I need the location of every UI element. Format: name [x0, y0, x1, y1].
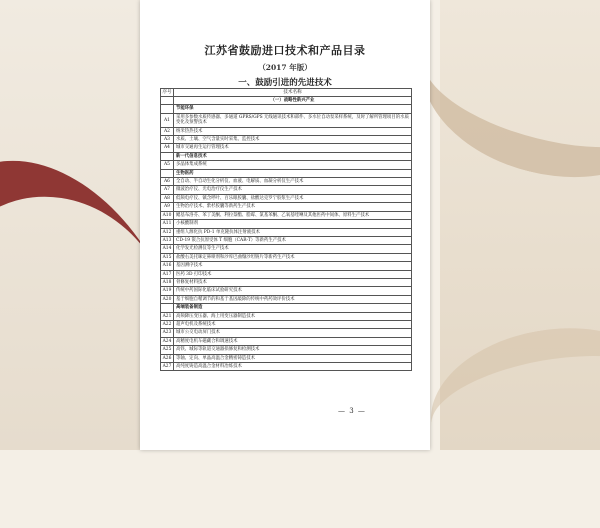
row-technology-name: 盐酸右美托咪定鼻喷剂和沙库巴曲缬沙坦钠片等新药生产技术 — [174, 253, 412, 261]
table-row — [161, 262, 412, 270]
row-technology-name: CD-19 嵌合抗原受体 T 细胞（CAR-T）等新药生产技术 — [174, 236, 412, 244]
table-row — [161, 363, 412, 371]
row-number: A21 — [161, 312, 174, 320]
row-number: A22 — [161, 320, 174, 328]
row-technology-name: 生物治疗技术、紫杉胶囊等新药生产技术 — [174, 203, 412, 211]
row-technology-name: 高频降压变压器、海上用变压器制造技术 — [174, 312, 412, 320]
row-technology-name: 化学发光检测仪等生产技术 — [174, 245, 412, 253]
table-row — [161, 127, 412, 135]
row-number: A26 — [161, 354, 174, 362]
table-row — [161, 144, 412, 152]
table-row — [161, 152, 412, 160]
section-heading: 一、鼓励引进的先进技术 — [238, 78, 332, 88]
table-row — [161, 236, 412, 244]
row-number: A6 — [161, 178, 174, 186]
header-technology-name: 技术名称 — [174, 89, 412, 97]
row-technology-name: 传统中药国际化临床试验研究技术 — [174, 287, 412, 295]
row-technology-name: 节能环保 — [174, 105, 412, 113]
row-number: A5 — [161, 161, 174, 169]
row-number: A9 — [161, 203, 174, 211]
row-technology-name: 医药 3D 打印技术 — [174, 270, 412, 278]
row-number: A24 — [161, 337, 174, 345]
row-number — [161, 152, 174, 160]
row-technology-name: 微波治疗仪、光电治疗仪生产技术 — [174, 186, 412, 194]
table-row — [161, 136, 412, 144]
row-number: A1 — [161, 113, 174, 127]
row-technology-name: 多晶体集成系统 — [174, 161, 412, 169]
table-row — [161, 220, 412, 228]
table-row — [161, 337, 412, 345]
row-number: A7 — [161, 186, 174, 194]
table-row — [161, 312, 412, 320]
table-row — [161, 211, 412, 219]
table-row — [161, 186, 412, 194]
row-number — [161, 304, 174, 312]
page-number: — 3 — — [338, 407, 366, 415]
row-number: A18 — [161, 278, 174, 286]
technology-table — [160, 88, 412, 371]
row-technology-name: 纳米热热技术 — [174, 127, 412, 135]
header-number: 序号 — [162, 90, 172, 95]
row-technology-name: 小核酸制剂 — [174, 220, 412, 228]
row-number: A13 — [161, 236, 174, 244]
row-number — [161, 105, 174, 113]
row-technology-name: （一）战略性新兴产业 — [174, 97, 412, 105]
row-number — [161, 97, 174, 105]
row-technology-name: 全自动、半自动生化分析仪、血液、电解质、血凝分析仪生产技术 — [174, 178, 412, 186]
row-number: A16 — [161, 262, 174, 270]
table-row — [161, 105, 412, 113]
table-row — [161, 304, 412, 312]
row-technology-name: 水质、土壤、空气含量实时采集、监控技术 — [174, 136, 412, 144]
row-number: A4 — [161, 144, 174, 152]
row-number: A2 — [161, 127, 174, 135]
row-technology-name: 生物医药 — [174, 169, 412, 177]
row-number: A25 — [161, 346, 174, 354]
row-technology-name: 高纯度铸造高温合金材料冶炼技术 — [174, 363, 412, 371]
row-number: A27 — [161, 363, 174, 371]
table-row — [161, 346, 412, 354]
row-technology-name: 基因测序技术 — [174, 262, 412, 270]
row-technology-name: 鳃基布洛芬、苯丁美酮、利拉萘酯、脂霉、氯基苯酮、乙氧基喹啉及其他医药中间体、原料生产技术 — [174, 211, 412, 219]
row-number: A20 — [161, 295, 174, 303]
table-row — [161, 287, 412, 295]
row-number: A19 — [161, 287, 174, 295]
row-technology-name: 基于细胞自噬调节的和基于基因敲除的传统中药药效评价技术 — [174, 295, 412, 303]
table-row — [161, 320, 412, 328]
row-number: A12 — [161, 228, 174, 236]
row-technology-name: 骨修复材料技术 — [174, 278, 412, 286]
row-technology-name: 低频电疗仪、镇含呼叶、百乐眼胶囊、盐酸达克罗宁胶浆生产技术 — [174, 194, 412, 202]
row-number: A17 — [161, 270, 174, 278]
row-number: A8 — [161, 194, 174, 202]
row-technology-name: 采用多参数水质传感器、多通道 GPRS/GPS 无线通讯技术和部件、多水位自动泵采样系统，及时了解所管理项目的水质变化及预警技术 — [174, 113, 412, 127]
row-technology-name: 城市公交电动屏门技术 — [174, 329, 412, 337]
row-number: A3 — [161, 136, 174, 144]
table-row — [161, 97, 412, 105]
row-technology-name: 城市交通再生运行管理技术 — [174, 144, 412, 152]
table-row — [161, 161, 412, 169]
row-technology-name: 重组人源化抗 PD-1 单克隆抗体注射液技术 — [174, 228, 412, 236]
table-body — [161, 97, 412, 371]
document-year: （2017 年版） — [258, 63, 312, 72]
table-row — [161, 354, 412, 362]
document-page — [140, 0, 430, 450]
row-technology-name: 等轴、定向、单晶高温合金精密铸造技术 — [174, 354, 412, 362]
table-row — [161, 113, 412, 127]
table-row — [161, 203, 412, 211]
row-number: A14 — [161, 245, 174, 253]
table-row — [161, 253, 412, 261]
row-number: A23 — [161, 329, 174, 337]
table-row — [161, 178, 412, 186]
row-technology-name: 高铁、城际等轨道交通器损修复和检测技术 — [174, 346, 412, 354]
table-row — [161, 169, 412, 177]
row-technology-name: 高端装备制造 — [174, 304, 412, 312]
row-technology-name: 高精度电机车磁藏合和调速技术 — [174, 337, 412, 345]
table-row — [161, 329, 412, 337]
row-number: A10 — [161, 211, 174, 219]
table-row — [161, 228, 412, 236]
row-technology-name: 新一代信息技术 — [174, 152, 412, 160]
row-number — [161, 169, 174, 177]
table-row — [161, 245, 412, 253]
table-row — [161, 295, 412, 303]
table-row — [161, 194, 412, 202]
table-header-row — [161, 89, 412, 97]
row-technology-name: 超声电机及系统技术 — [174, 320, 412, 328]
row-number: A11 — [161, 220, 174, 228]
table-row — [161, 270, 412, 278]
document-title: 江苏省鼓励进口技术和产品目录 — [204, 44, 366, 57]
table-row — [161, 278, 412, 286]
row-number: A15 — [161, 253, 174, 261]
